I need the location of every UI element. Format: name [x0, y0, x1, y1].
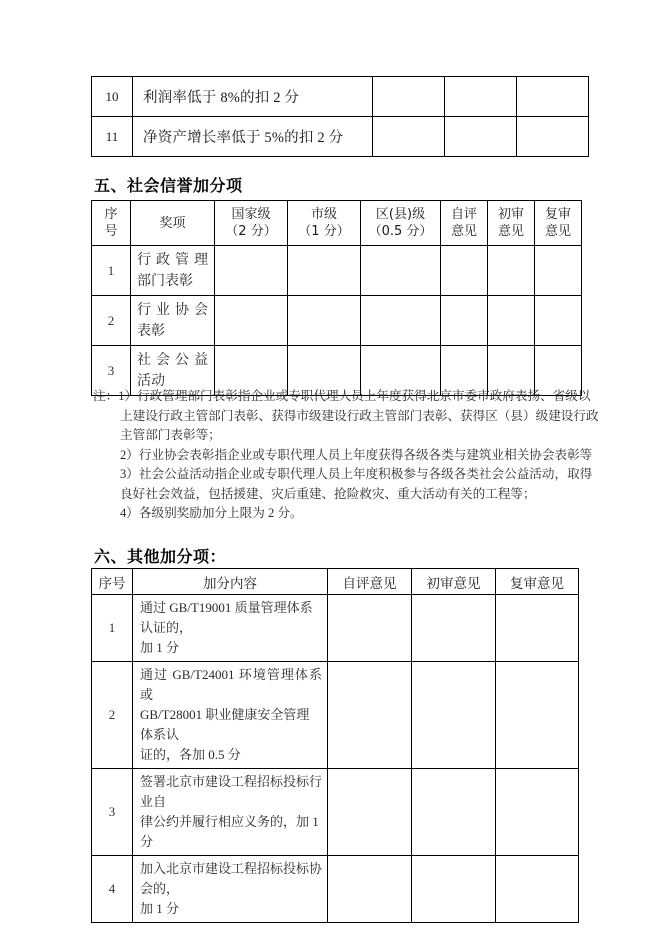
cell-self-opinion[interactable] — [328, 769, 412, 856]
award-line1: 社会公益 — [137, 352, 208, 368]
award-line2: 部门表彰 — [137, 273, 193, 289]
other-bonus-table — [91, 568, 579, 923]
row-index: 2 — [92, 296, 131, 346]
cell-self-opinion[interactable] — [328, 856, 412, 923]
table-row — [92, 595, 579, 662]
cell-bonus-content — [133, 856, 328, 923]
cell-first-review[interactable] — [412, 662, 496, 769]
cell-bonus-content — [133, 662, 328, 769]
row-content: 利润率低于 8%的扣 2 分 — [133, 77, 373, 117]
cell-second-review[interactable] — [535, 296, 582, 346]
header-no-line1: 序 — [104, 207, 118, 222]
cell-self-opinion[interactable] — [373, 117, 445, 157]
header-second-review: 复审意见 — [496, 569, 579, 595]
award-line1: 行政管理 — [137, 252, 208, 268]
cell-first-review[interactable] — [488, 296, 535, 346]
header-no: 序号 — [92, 569, 133, 595]
cell-first-review[interactable] — [445, 77, 517, 117]
table-row — [92, 77, 589, 117]
header-national — [215, 201, 288, 246]
note-line-2: 上建设行政主管部门表彰、获得市级建设行政主管部门表彰、获得区（县）级建设行政 — [120, 408, 599, 423]
cell-self-opinion[interactable] — [373, 77, 445, 117]
cell-self-opinion[interactable] — [328, 595, 412, 662]
table-row — [92, 246, 582, 296]
header-content: 加分内容 — [133, 569, 328, 595]
cell-first-review[interactable] — [412, 769, 496, 856]
cell-second-review[interactable] — [535, 246, 582, 296]
header-award: 奖项 — [131, 201, 215, 246]
row-index: 2 — [92, 662, 133, 769]
cell-bonus-content — [133, 595, 328, 662]
award-line2: 表彰 — [137, 323, 165, 339]
header-city-line1: 市级 — [310, 207, 337, 222]
cell-self-opinion[interactable] — [328, 662, 412, 769]
header-self-opinion: 自评意见 — [328, 569, 412, 595]
content-line1: 加入北京市建设工程招标投标协会的， — [140, 861, 323, 896]
header-first-line1: 初审 — [497, 207, 524, 222]
section-six-heading: 六、其他加分项： — [94, 547, 227, 566]
row-index: 3 — [92, 346, 131, 396]
content-line2: 加 1 分 — [140, 901, 180, 916]
award-line2: 活动 — [137, 373, 165, 389]
header-district-line2: （0.5 分） — [368, 224, 433, 239]
table-header-row — [92, 201, 582, 246]
section-five-notes — [93, 387, 599, 524]
row-index: 1 — [92, 246, 131, 296]
row-index: 10 — [92, 77, 133, 117]
header-review-line1: 复审 — [544, 207, 571, 222]
cell-national[interactable] — [215, 296, 288, 346]
header-no — [92, 201, 131, 246]
content-line1: 通过 GB/T19001 质量管理体系认证的， — [140, 600, 313, 635]
content-line2: GB/T28001 职业健康安全管理体系认 — [140, 707, 310, 742]
financial-deduction-table-continued — [91, 76, 589, 157]
social-credit-bonus-table — [91, 200, 582, 396]
row-index: 11 — [92, 117, 133, 157]
table-row — [92, 856, 579, 923]
row-index: 3 — [92, 769, 133, 856]
award-line1: 行业协会 — [137, 302, 208, 318]
cell-award-name — [131, 296, 215, 346]
cell-city[interactable] — [288, 246, 361, 296]
cell-first-review[interactable] — [412, 856, 496, 923]
header-national-line1: 国家级 — [231, 207, 271, 222]
cell-second-review[interactable] — [517, 77, 589, 117]
cell-city[interactable] — [288, 296, 361, 346]
header-first-line2: 意见 — [497, 224, 524, 239]
cell-national[interactable] — [215, 246, 288, 296]
header-first-review — [488, 201, 535, 246]
cell-district[interactable] — [361, 246, 441, 296]
social-credit-table-wrapper — [91, 200, 582, 396]
header-city — [288, 201, 361, 246]
cell-award-name — [131, 246, 215, 296]
note-line-7: 4）各级别奖励加分上限为 2 分。 — [120, 506, 303, 520]
header-district-line1: 区(县)级 — [375, 207, 426, 222]
cell-district[interactable] — [361, 296, 441, 346]
header-no-line2: 号 — [104, 224, 118, 239]
other-bonus-table-wrapper — [91, 568, 579, 923]
content-line1: 通过 GB/T24001 环境管理体系或 — [140, 667, 322, 702]
row-index: 1 — [92, 595, 133, 662]
content-line1: 签署北京市建设工程招标投标行业自 — [140, 774, 323, 809]
content-line2: 加 1 分 — [140, 640, 180, 655]
table-row — [92, 769, 579, 856]
header-national-line2: （2 分） — [225, 224, 277, 239]
cell-bonus-content — [133, 769, 328, 856]
header-self-line1: 自评 — [450, 207, 477, 222]
note-line-6: 良好社会效益，包括援建、灾后重建、抢险救灾、重大活动有关的工程等； — [120, 486, 536, 501]
note-line-3: 主管部门表彰等； — [120, 428, 221, 442]
section-five-heading: 五、社会信誉加分项 — [94, 176, 243, 195]
header-first-review: 初审意见 — [412, 569, 496, 595]
content-line3: 证的，各加 0.5 分 — [140, 747, 241, 762]
cell-self-opinion[interactable] — [441, 246, 488, 296]
table-row — [92, 296, 582, 346]
table-header-row — [92, 569, 579, 595]
note-line-5: 3）社会公益活动指企业或专职代理人员上年度积极参与各级各类社会公益活动，取得 — [120, 467, 593, 481]
row-content: 净资产增长率低于 5%的扣 2 分 — [133, 117, 373, 157]
cell-second-review[interactable] — [496, 769, 579, 856]
row-index: 4 — [92, 856, 133, 923]
cell-second-review[interactable] — [496, 595, 579, 662]
cell-self-opinion[interactable] — [441, 296, 488, 346]
content-line2: 律公约并履行相应义务的，加 1 分 — [140, 814, 319, 849]
note-line-4: 2）行业协会表彰指企业或专职代理人员上年度获得各级各类与建筑业相关协会表彰等 — [120, 447, 593, 462]
continued-table-wrapper — [91, 76, 573, 157]
cell-second-review[interactable] — [517, 117, 589, 157]
cell-second-review[interactable] — [496, 856, 579, 923]
header-self-line2: 意见 — [450, 224, 477, 239]
cell-first-review[interactable] — [488, 246, 535, 296]
table-row — [92, 662, 579, 769]
header-second-review — [535, 201, 582, 246]
cell-first-review[interactable] — [412, 595, 496, 662]
header-review-line2: 意见 — [544, 224, 571, 239]
cell-first-review[interactable] — [445, 117, 517, 157]
cell-second-review[interactable] — [496, 662, 579, 769]
note-line-1: 注：1）行政管理部门表彰指企业或专职代理人员上年度获得北京市委市政府表扬、省级以 — [93, 389, 591, 403]
header-city-line2: （1 分） — [298, 224, 350, 239]
table-row — [92, 117, 589, 157]
header-self-opinion — [441, 201, 488, 246]
header-district — [361, 201, 441, 246]
